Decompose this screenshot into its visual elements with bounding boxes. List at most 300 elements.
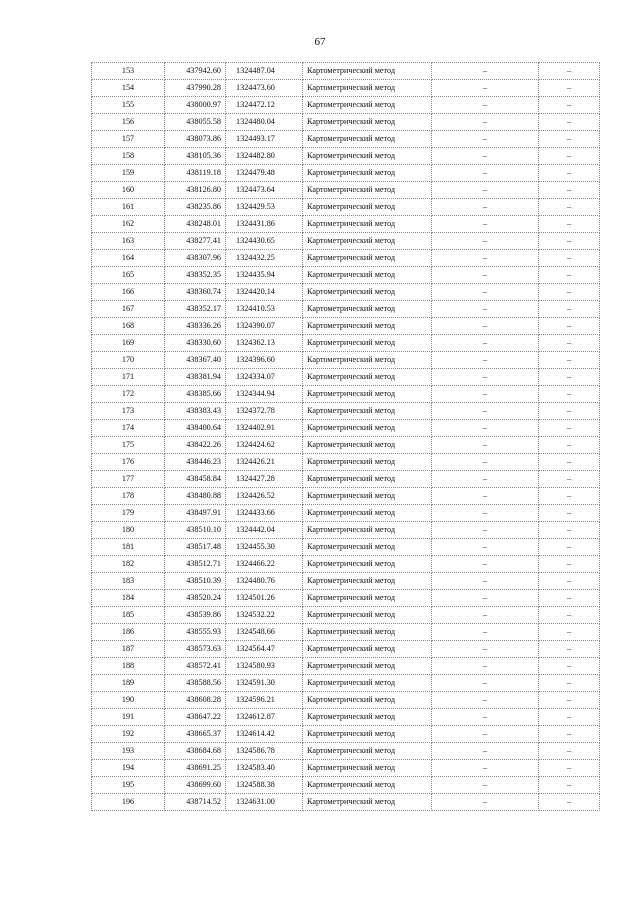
- x-coordinate-cell: 438352.17: [165, 301, 226, 318]
- point-number-cell: 168: [92, 318, 165, 335]
- method-cell: Картометрический метод: [303, 692, 432, 709]
- accuracy-cell: –: [432, 709, 539, 726]
- point-number-cell: 156: [92, 114, 165, 131]
- method-cell: Картометрический метод: [303, 267, 432, 284]
- point-number-cell: 195: [92, 777, 165, 794]
- x-coordinate-cell: 438608.28: [165, 692, 226, 709]
- y-coordinate-cell: 1324430.65: [226, 233, 303, 250]
- x-coordinate-cell: 438588.56: [165, 675, 226, 692]
- x-coordinate-cell: 438360.74: [165, 284, 226, 301]
- accuracy-cell: –: [432, 471, 539, 488]
- x-coordinate-cell: 438520.24: [165, 590, 226, 607]
- accuracy-cell: –: [432, 641, 539, 658]
- table-row: [92, 743, 600, 760]
- accuracy-cell: –: [432, 182, 539, 199]
- table-row: [92, 539, 600, 556]
- y-coordinate-cell: 1324427.28: [226, 471, 303, 488]
- description-cell: –: [539, 641, 600, 658]
- description-cell: –: [539, 709, 600, 726]
- accuracy-cell: –: [432, 369, 539, 386]
- method-cell: Картометрический метод: [303, 369, 432, 386]
- method-cell: Картометрический метод: [303, 250, 432, 267]
- accuracy-cell: –: [432, 114, 539, 131]
- description-cell: –: [539, 182, 600, 199]
- accuracy-cell: –: [432, 131, 539, 148]
- x-coordinate-cell: 438055.58: [165, 114, 226, 131]
- y-coordinate-cell: 1324580.93: [226, 658, 303, 675]
- description-cell: –: [539, 522, 600, 539]
- x-coordinate-cell: 438699.60: [165, 777, 226, 794]
- x-coordinate-cell: 438665.37: [165, 726, 226, 743]
- point-number-cell: 191: [92, 709, 165, 726]
- point-number-cell: 158: [92, 148, 165, 165]
- point-number-cell: 163: [92, 233, 165, 250]
- method-cell: Картометрический метод: [303, 454, 432, 471]
- table-row: [92, 267, 600, 284]
- accuracy-cell: –: [432, 148, 539, 165]
- method-cell: Картометрический метод: [303, 80, 432, 97]
- table-row: [92, 641, 600, 658]
- table-row: [92, 556, 600, 573]
- table-row: [92, 352, 600, 369]
- point-number-cell: 183: [92, 573, 165, 590]
- x-coordinate-cell: 438383.43: [165, 403, 226, 420]
- accuracy-cell: –: [432, 352, 539, 369]
- y-coordinate-cell: 1324455.30: [226, 539, 303, 556]
- y-coordinate-cell: 1324548.66: [226, 624, 303, 641]
- accuracy-cell: –: [432, 454, 539, 471]
- y-coordinate-cell: 1324612.87: [226, 709, 303, 726]
- x-coordinate-cell: 438352.35: [165, 267, 226, 284]
- x-coordinate-cell: 438119.18: [165, 165, 226, 182]
- description-cell: –: [539, 250, 600, 267]
- accuracy-cell: –: [432, 80, 539, 97]
- x-coordinate-cell: 438647.22: [165, 709, 226, 726]
- method-cell: Картометрический метод: [303, 63, 432, 80]
- point-number-cell: 182: [92, 556, 165, 573]
- description-cell: –: [539, 165, 600, 182]
- table-row: [92, 165, 600, 182]
- y-coordinate-cell: 1324473.64: [226, 182, 303, 199]
- table-row: [92, 692, 600, 709]
- method-cell: Картометрический метод: [303, 318, 432, 335]
- table-row: [92, 182, 600, 199]
- table-row: [92, 488, 600, 505]
- method-cell: Картометрический метод: [303, 114, 432, 131]
- table-row: [92, 675, 600, 692]
- description-cell: –: [539, 318, 600, 335]
- table-row: [92, 97, 600, 114]
- y-coordinate-cell: 1324466.22: [226, 556, 303, 573]
- description-cell: –: [539, 607, 600, 624]
- method-cell: Картометрический метод: [303, 726, 432, 743]
- method-cell: Картометрический метод: [303, 403, 432, 420]
- y-coordinate-cell: 1324472.12: [226, 97, 303, 114]
- y-coordinate-cell: 1324429.53: [226, 199, 303, 216]
- x-coordinate-cell: 438336.26: [165, 318, 226, 335]
- x-coordinate-cell: 438307.96: [165, 250, 226, 267]
- description-cell: –: [539, 403, 600, 420]
- table-row: [92, 590, 600, 607]
- description-cell: –: [539, 301, 600, 318]
- point-number-cell: 161: [92, 199, 165, 216]
- description-cell: –: [539, 386, 600, 403]
- method-cell: Картометрический метод: [303, 607, 432, 624]
- method-cell: Картометрический метод: [303, 335, 432, 352]
- point-number-cell: 175: [92, 437, 165, 454]
- method-cell: Картометрический метод: [303, 182, 432, 199]
- accuracy-cell: –: [432, 573, 539, 590]
- method-cell: Картометрический метод: [303, 590, 432, 607]
- table-row: [92, 505, 600, 522]
- y-coordinate-cell: 1324433.66: [226, 505, 303, 522]
- description-cell: –: [539, 284, 600, 301]
- y-coordinate-cell: 1324564.47: [226, 641, 303, 658]
- point-number-cell: 176: [92, 454, 165, 471]
- method-cell: Картометрический метод: [303, 743, 432, 760]
- x-coordinate-cell: 438458.84: [165, 471, 226, 488]
- accuracy-cell: –: [432, 301, 539, 318]
- y-coordinate-cell: 1324372.78: [226, 403, 303, 420]
- table-row: [92, 386, 600, 403]
- table-row: [92, 522, 600, 539]
- y-coordinate-cell: 1324435.94: [226, 267, 303, 284]
- x-coordinate-cell: 438539.86: [165, 607, 226, 624]
- x-coordinate-cell: 438422.26: [165, 437, 226, 454]
- description-cell: –: [539, 369, 600, 386]
- y-coordinate-cell: 1324442.04: [226, 522, 303, 539]
- x-coordinate-cell: 438572.41: [165, 658, 226, 675]
- y-coordinate-cell: 1324362.13: [226, 335, 303, 352]
- y-coordinate-cell: 1324390.07: [226, 318, 303, 335]
- x-coordinate-cell: 438105.36: [165, 148, 226, 165]
- accuracy-cell: –: [432, 522, 539, 539]
- table-row: [92, 369, 600, 386]
- accuracy-cell: –: [432, 267, 539, 284]
- method-cell: Картометрический метод: [303, 488, 432, 505]
- point-number-cell: 166: [92, 284, 165, 301]
- accuracy-cell: –: [432, 216, 539, 233]
- table-row: [92, 777, 600, 794]
- y-coordinate-cell: 1324482.80: [226, 148, 303, 165]
- table-row: [92, 301, 600, 318]
- point-number-cell: 181: [92, 539, 165, 556]
- x-coordinate-cell: 438510.10: [165, 522, 226, 539]
- point-number-cell: 179: [92, 505, 165, 522]
- description-cell: –: [539, 794, 600, 811]
- x-coordinate-cell: 438381.94: [165, 369, 226, 386]
- table-row: [92, 658, 600, 675]
- point-number-cell: 185: [92, 607, 165, 624]
- x-coordinate-cell: 438480.88: [165, 488, 226, 505]
- method-cell: Картометрический метод: [303, 777, 432, 794]
- table-row: [92, 403, 600, 420]
- description-cell: –: [539, 692, 600, 709]
- table-row: [92, 114, 600, 131]
- point-number-cell: 180: [92, 522, 165, 539]
- table-row: [92, 335, 600, 352]
- accuracy-cell: –: [432, 488, 539, 505]
- method-cell: Картометрический метод: [303, 709, 432, 726]
- x-coordinate-cell: 438573.63: [165, 641, 226, 658]
- x-coordinate-cell: 438400.64: [165, 420, 226, 437]
- description-cell: –: [539, 420, 600, 437]
- point-number-cell: 153: [92, 63, 165, 80]
- table-row: [92, 454, 600, 471]
- description-cell: –: [539, 590, 600, 607]
- method-cell: Картометрический метод: [303, 573, 432, 590]
- point-number-cell: 164: [92, 250, 165, 267]
- x-coordinate-cell: 438367.40: [165, 352, 226, 369]
- y-coordinate-cell: 1324420.14: [226, 284, 303, 301]
- table-row: [92, 726, 600, 743]
- x-coordinate-cell: 438073.86: [165, 131, 226, 148]
- point-number-cell: 190: [92, 692, 165, 709]
- x-coordinate-cell: 438000.97: [165, 97, 226, 114]
- description-cell: –: [539, 352, 600, 369]
- table-row: [92, 284, 600, 301]
- x-coordinate-cell: 438277.41: [165, 233, 226, 250]
- method-cell: Картометрический метод: [303, 284, 432, 301]
- method-cell: Картометрический метод: [303, 437, 432, 454]
- point-number-cell: 169: [92, 335, 165, 352]
- x-coordinate-cell: 437942.60: [165, 63, 226, 80]
- x-coordinate-cell: 438235.86: [165, 199, 226, 216]
- method-cell: Картометрический метод: [303, 165, 432, 182]
- table-row: [92, 624, 600, 641]
- accuracy-cell: –: [432, 420, 539, 437]
- y-coordinate-cell: 1324501.26: [226, 590, 303, 607]
- description-cell: –: [539, 505, 600, 522]
- accuracy-cell: –: [432, 726, 539, 743]
- y-coordinate-cell: 1324631.00: [226, 794, 303, 811]
- y-coordinate-cell: 1324431.86: [226, 216, 303, 233]
- description-cell: –: [539, 63, 600, 80]
- method-cell: Картометрический метод: [303, 420, 432, 437]
- method-cell: Картометрический метод: [303, 199, 432, 216]
- accuracy-cell: –: [432, 658, 539, 675]
- accuracy-cell: –: [432, 97, 539, 114]
- method-cell: Картометрический метод: [303, 233, 432, 250]
- method-cell: Картометрический метод: [303, 675, 432, 692]
- point-number-cell: 189: [92, 675, 165, 692]
- description-cell: –: [539, 624, 600, 641]
- description-cell: –: [539, 471, 600, 488]
- point-number-cell: 165: [92, 267, 165, 284]
- point-number-cell: 184: [92, 590, 165, 607]
- method-cell: Картометрический метод: [303, 352, 432, 369]
- point-number-cell: 194: [92, 760, 165, 777]
- method-cell: Картометрический метод: [303, 386, 432, 403]
- point-number-cell: 167: [92, 301, 165, 318]
- description-cell: –: [539, 675, 600, 692]
- y-coordinate-cell: 1324480.76: [226, 573, 303, 590]
- coordinates-table-body: [92, 63, 600, 811]
- description-cell: –: [539, 335, 600, 352]
- y-coordinate-cell: 1324334.07: [226, 369, 303, 386]
- accuracy-cell: –: [432, 777, 539, 794]
- description-cell: –: [539, 148, 600, 165]
- y-coordinate-cell: 1324596.21: [226, 692, 303, 709]
- table-row: [92, 131, 600, 148]
- y-coordinate-cell: 1324493.17: [226, 131, 303, 148]
- y-coordinate-cell: 1324426.52: [226, 488, 303, 505]
- description-cell: –: [539, 114, 600, 131]
- method-cell: Картометрический метод: [303, 522, 432, 539]
- table-row: [92, 709, 600, 726]
- x-coordinate-cell: 438446.23: [165, 454, 226, 471]
- y-coordinate-cell: 1324396.60: [226, 352, 303, 369]
- x-coordinate-cell: 438714.52: [165, 794, 226, 811]
- x-coordinate-cell: 438512.71: [165, 556, 226, 573]
- table-row: [92, 437, 600, 454]
- y-coordinate-cell: 1324583.40: [226, 760, 303, 777]
- accuracy-cell: –: [432, 743, 539, 760]
- description-cell: –: [539, 760, 600, 777]
- description-cell: –: [539, 556, 600, 573]
- table-row: [92, 63, 600, 80]
- table-row: [92, 794, 600, 811]
- method-cell: Картометрический метод: [303, 131, 432, 148]
- method-cell: Картометрический метод: [303, 760, 432, 777]
- table-row: [92, 471, 600, 488]
- point-number-cell: 174: [92, 420, 165, 437]
- point-number-cell: 173: [92, 403, 165, 420]
- accuracy-cell: –: [432, 692, 539, 709]
- accuracy-cell: –: [432, 165, 539, 182]
- y-coordinate-cell: 1324614.42: [226, 726, 303, 743]
- description-cell: –: [539, 267, 600, 284]
- method-cell: Картометрический метод: [303, 624, 432, 641]
- x-coordinate-cell: 438126.80: [165, 182, 226, 199]
- table-row: [92, 216, 600, 233]
- description-cell: –: [539, 726, 600, 743]
- point-number-cell: 177: [92, 471, 165, 488]
- table-row: [92, 318, 600, 335]
- y-coordinate-cell: 1324402.91: [226, 420, 303, 437]
- accuracy-cell: –: [432, 284, 539, 301]
- point-number-cell: 155: [92, 97, 165, 114]
- point-number-cell: 186: [92, 624, 165, 641]
- y-coordinate-cell: 1324426.21: [226, 454, 303, 471]
- table-row: [92, 760, 600, 777]
- point-number-cell: 187: [92, 641, 165, 658]
- method-cell: Картометрический метод: [303, 658, 432, 675]
- point-number-cell: 170: [92, 352, 165, 369]
- table-row: [92, 250, 600, 267]
- description-cell: –: [539, 437, 600, 454]
- accuracy-cell: –: [432, 624, 539, 641]
- x-coordinate-cell: 438248.01: [165, 216, 226, 233]
- accuracy-cell: –: [432, 794, 539, 811]
- y-coordinate-cell: 1324487.04: [226, 63, 303, 80]
- y-coordinate-cell: 1324344.94: [226, 386, 303, 403]
- point-number-cell: 157: [92, 131, 165, 148]
- method-cell: Картометрический метод: [303, 471, 432, 488]
- method-cell: Картометрический метод: [303, 556, 432, 573]
- point-number-cell: 196: [92, 794, 165, 811]
- accuracy-cell: –: [432, 250, 539, 267]
- accuracy-cell: –: [432, 505, 539, 522]
- x-coordinate-cell: 438510.39: [165, 573, 226, 590]
- x-coordinate-cell: 438385.66: [165, 386, 226, 403]
- method-cell: Картометрический метод: [303, 97, 432, 114]
- accuracy-cell: –: [432, 199, 539, 216]
- y-coordinate-cell: 1324479.48: [226, 165, 303, 182]
- point-number-cell: 154: [92, 80, 165, 97]
- point-number-cell: 178: [92, 488, 165, 505]
- coordinates-table: [91, 62, 600, 811]
- method-cell: Картометрический метод: [303, 641, 432, 658]
- point-number-cell: 193: [92, 743, 165, 760]
- table-row: [92, 573, 600, 590]
- point-number-cell: 162: [92, 216, 165, 233]
- point-number-cell: 160: [92, 182, 165, 199]
- accuracy-cell: –: [432, 607, 539, 624]
- accuracy-cell: –: [432, 760, 539, 777]
- x-coordinate-cell: 438684.68: [165, 743, 226, 760]
- y-coordinate-cell: 1324588.38: [226, 777, 303, 794]
- accuracy-cell: –: [432, 233, 539, 250]
- table-row: [92, 233, 600, 250]
- description-cell: –: [539, 658, 600, 675]
- page-number: 67: [314, 36, 326, 48]
- accuracy-cell: –: [432, 437, 539, 454]
- point-number-cell: 171: [92, 369, 165, 386]
- y-coordinate-cell: 1324480.04: [226, 114, 303, 131]
- x-coordinate-cell: 438691.25: [165, 760, 226, 777]
- x-coordinate-cell: 438497.91: [165, 505, 226, 522]
- description-cell: –: [539, 233, 600, 250]
- y-coordinate-cell: 1324424.62: [226, 437, 303, 454]
- method-cell: Картометрический метод: [303, 794, 432, 811]
- description-cell: –: [539, 131, 600, 148]
- accuracy-cell: –: [432, 63, 539, 80]
- method-cell: Картометрический метод: [303, 148, 432, 165]
- description-cell: –: [539, 573, 600, 590]
- description-cell: –: [539, 539, 600, 556]
- table-row: [92, 420, 600, 437]
- y-coordinate-cell: 1324432.25: [226, 250, 303, 267]
- description-cell: –: [539, 777, 600, 794]
- description-cell: –: [539, 97, 600, 114]
- x-coordinate-cell: 438555.93: [165, 624, 226, 641]
- method-cell: Картометрический метод: [303, 301, 432, 318]
- y-coordinate-cell: 1324532.22: [226, 607, 303, 624]
- accuracy-cell: –: [432, 675, 539, 692]
- point-number-cell: 172: [92, 386, 165, 403]
- description-cell: –: [539, 80, 600, 97]
- x-coordinate-cell: 438517.48: [165, 539, 226, 556]
- description-cell: –: [539, 216, 600, 233]
- accuracy-cell: –: [432, 556, 539, 573]
- method-cell: Картометрический метод: [303, 216, 432, 233]
- accuracy-cell: –: [432, 318, 539, 335]
- y-coordinate-cell: 1324473.60: [226, 80, 303, 97]
- table-row: [92, 80, 600, 97]
- y-coordinate-cell: 1324586.78: [226, 743, 303, 760]
- method-cell: Картометрический метод: [303, 539, 432, 556]
- method-cell: Картометрический метод: [303, 505, 432, 522]
- accuracy-cell: –: [432, 403, 539, 420]
- accuracy-cell: –: [432, 539, 539, 556]
- x-coordinate-cell: 437990.28: [165, 80, 226, 97]
- point-number-cell: 188: [92, 658, 165, 675]
- y-coordinate-cell: 1324410.53: [226, 301, 303, 318]
- accuracy-cell: –: [432, 590, 539, 607]
- description-cell: –: [539, 488, 600, 505]
- description-cell: –: [539, 454, 600, 471]
